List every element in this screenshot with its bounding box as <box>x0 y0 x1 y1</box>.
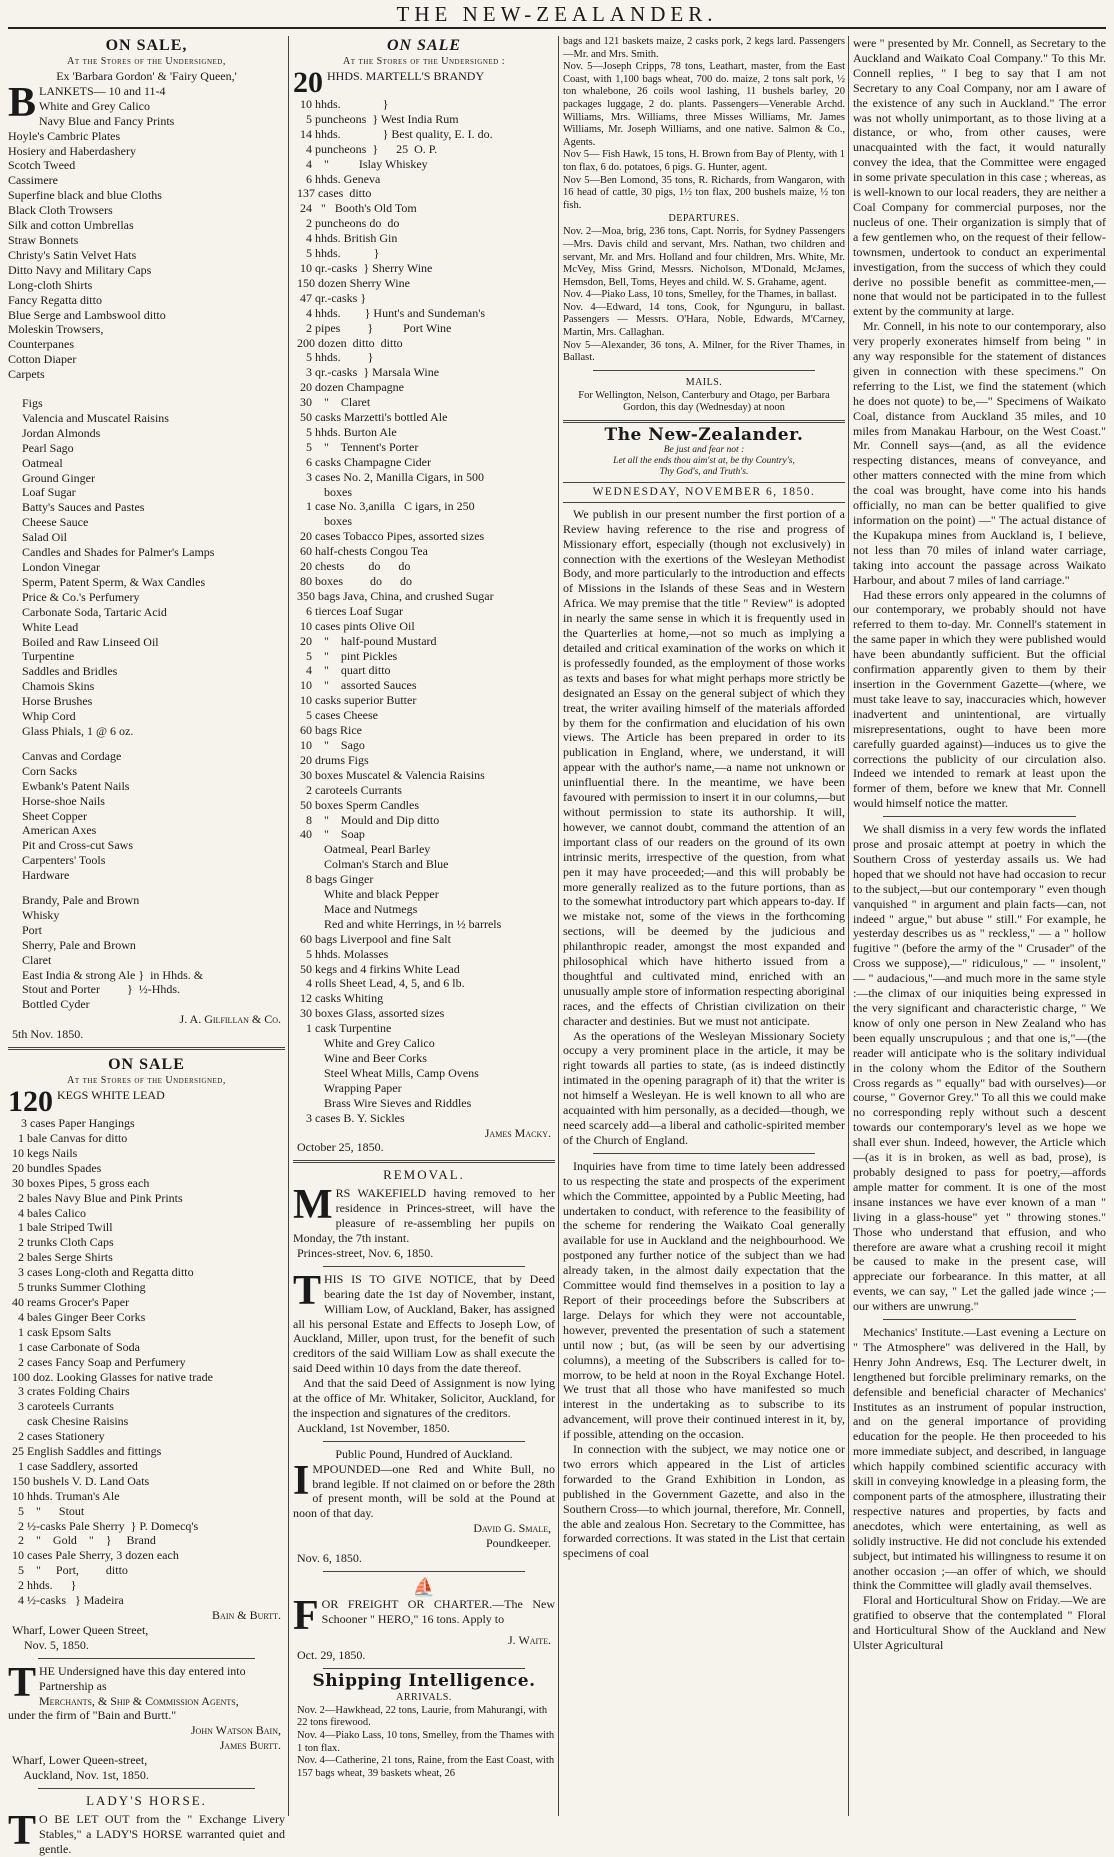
ad-subheading: At the Stores of the Undersigned : <box>343 56 505 67</box>
notice-signature: David G. Smale, <box>473 1521 551 1536</box>
notice-lead: Public Pound, Hundred of Auckland. <box>335 1446 513 1461</box>
notice-body: MPOUNDED—one Red and White Bull, no brand legible. If not claimed on or before the 28th of present month, will be sold at the Pound at noon of that day. <box>293 1461 555 1521</box>
editorial-paragraph: In connection with the subject, we may notice one or two errors which appeared in the List of articles forwarded to the Grand Exhibition in London, as published in the Government Gazette, and also in the Southern Cross—to which journal, therefore, Mr. Connell, the able and zealous Hon. Secretary to the Committee, has forwarded corrections. It was stated in the List that certain specimens of coal <box>563 1442 845 1561</box>
divider <box>38 1658 255 1659</box>
editorial-paragraph: We shall dismiss in a very few words the inflated prose and prosaic attempt at poetry in which the Southern Cross of yesterday assails us. We had hoped that we should not have had occasion to recur to the subject,—but our contemporary " even though vanquished " in argument and plain facts—can, not indeed " argue," but abuse " still." For example, he yesterday describes us as " reckless," — a " hollow fugitive " (before the army of the " Crusader" of the Cross we suppose),—" ridiculous," — " insolent," — " audacious,"—and much more in the same style :—the climax of our iniquities being expressed in the very significant and characteristic charge, " We know of only one person in New Zealand who has been equally unscrupulous ; and that one is,"—(the reader will anticipate who is the solitary individual in the colony whom the Editor of the Southern Cross regards as " equally" bad with ourselves)—or course, " Governor Grey." To all this we could make no corresponding reply without such a descent towards our contemporary's level as we hope we shall ever shun. Indeed, however, the Article which—(as it is in broken, as well as bad, prose), is probably designed to pass for poetry,—affords ample matter for comment. It is one of the most insane instances we have ever known of a man " living in a glass-house" yet " throwing stones." Those who understand that effusion, and who therefore are aware what a crushing recoil it might be caused to make in the present case, will appreciate our forbearance. In this matter, at all events, we can say, " Let the galled jade wince ;—our withers are unwrung." <box>853 822 1106 1314</box>
ad-lead: KEGS WHITE LEAD <box>57 1088 165 1103</box>
notice-date: Nov. 6, 1850. <box>297 1551 362 1566</box>
masthead-rule <box>8 27 1106 29</box>
paper-title: The New-Zealander. <box>604 425 804 446</box>
divider <box>323 1571 525 1572</box>
ad-address: Wharf, Lower Queen Street, Nov. 5, 1850. <box>12 1622 149 1652</box>
ad-body: O BE LET OUT from the " Exchange Livery Stables," a LADY'S HORSE warranted quiet and gentle. <box>39 1811 285 1856</box>
notice-date: Auckland, 1st November, 1850. <box>297 1420 450 1435</box>
section-subheading: MAILS. <box>685 376 723 388</box>
divider <box>8 1047 285 1050</box>
advertisement-freight <box>293 1577 555 1663</box>
ad-subheading: At the Stores of the Undersigned, <box>67 1075 226 1087</box>
editorial-paragraph: Inquiries have from time to time lately been addressed to us respecting the state and prospects of the experiment which the Committee, appointed by a Public Meeting, had undertaken to conduct, with reference to the feasibility of the scheme for rendering the Waikato Coal generally available for use in Auckland and the neighbourhood. We postponed any further notice of the subject than we had already taken, in the almost daily expectation that the Committee would find themselves in a position to lay a Report of their proceedings before the Subscribers at large. Delays for which they were not accountable, however, prevented the presentation of such a statement until now ; but, (as will be seen by our advertising columns), a meeting of the Subscribers is called for to-morrow, to be held at noon in the Royal Exchange Hotel. We trust that all those who have manifested so much interest in the undertaking as to subscribe to its advancement, will prove their continued interest in it, by, if possible, attending on the occasion. <box>563 1158 845 1442</box>
notice-assignment <box>293 1267 555 1436</box>
ad-line: Merchants, & Ship & Commission Agents, <box>39 1693 239 1708</box>
ad-body: HE Undersigned have this day entered into Partnership as <box>39 1663 246 1693</box>
column-divider <box>288 36 289 1816</box>
column-divider <box>558 36 559 1816</box>
column-1 <box>8 36 285 1856</box>
column-3 <box>563 36 845 1816</box>
ad-item-list: 3 cases Paper Hangings 1 bale Canvas for ditto 10 kegs Nails 20 bundles Spades 30 boxes Pipes, 5 gross each 2 bales Navy Blue and Pink Prints 4 bales Calico 1 bale Striped Twill 2 trunks Cloth Caps 2 bales Serge Shirts 3 cases Long-cloth and Regatta ditto 5 trunks Summer Clothing 40 reams Grocer's Paper 4 bales Ginger Beer Corks 1 cask Epsom Salts 1 case Carbonate of Soda 2 cases Fancy Soap and Perfumery 100 doz. Looking Glasses for native trade 3 crates Folding Chairs 3 caroteels Currants cask Chesine Raisins 2 cases Stationery 25 English Saddles and fittings 1 case Saddlery, assorted 150 bushels V. D. Land Oats 10 hhds. Truman's Ale 5 " Stout 2 ½-casks Pale Sherry } P. Domecq's 2 " Gold " } Brand 10 cases Pale Sherry, 3 dozen each 5 " Port, ditto 2 hhds. } 4 ½-casks } Madeira <box>12 1116 213 1608</box>
ad-item-list: 10 hhds. } 5 puncheons } West India Rum 14 hhds. } Best quality, E. I. do. 4 puncheons } 25 O. P. 4 " Islay Whiskey 6 hhds. Geneva 137 cases ditto 24 " Booth's Old Tom 2 puncheons do do 4 hhds. British Gin 5 hhds. } 10 qr.-casks } Sherry Wine 150 dozen Sherry Wine 47 qr.-casks } 4 hhds. } Hunt's and Sundeman's 2 pipes } Port Wine 200 dozen ditto ditto 5 hhds. } 3 qr.-casks } Marsala Wine 20 dozen Champagne 30 " Claret 50 casks Marzetti's bottled Ale 5 hhds. Burton Ale 5 " Tennent's Porter 6 casks Champagne Cider 3 cases No. 2, Manilla Cigars, in 500 boxes 1 case No. 3,anilla C igars, in 250 boxes 20 cases Tobacco Pipes, assorted sizes 60 half-chests Congou Tea 20 chests do do 80 boxes do do 350 bags Java, China, and crushed Sugar 6 tierces Loaf Sugar 10 cases pints Olive Oil 20 " half-pound Mustard 5 " pint Pickles 4 " quart ditto 10 " assorted Sauces 10 casks superior Butter 5 cases Cheese 60 bags Rice 10 " Sago 20 drums Figs 30 boxes Muscatel & Valencia Raisins 2 caroteels Currants 50 boxes Sperm Candles 8 " Mould and Dip ditto 40 " Soap Oatmeal, Pearl Barley Colman's Starch and Blue 8 bags Ginger White and black Pepper Mace and Nutmegs Red and white Herrings, in ½ barrels 60 bags Liverpool and fine Salt 5 hhds. Molasses 50 kegs and 4 firkins White Lead 4 rolls Sheet Lead, 4, 5, and 6 lb. 12 casks Whiting 30 boxes Glass, assorted sizes 1 cask Turpentine White and Grey Calico Wine and Beer Corks Steel Wheat Mills, Camp Ovens Wrapping Paper Brass Wire Sieves and Riddles 3 cases B. Y. Sickles <box>297 97 502 1125</box>
ship-icon: ⛵ <box>412 1577 436 1597</box>
editorial-paragraph: We publish in our present number the first portion of a Review having reference to the rise and progress of Missionary effort, especially (though not exclusively) in connection with the exertions of the Wesleyan Methodist Body, and more particularly to the introduction and effects of Missions in the Islands of these Seas and in Western Africa. We may premise that the title " Review" is adopted in nearly the same sense in which it is frequently used in the Quarterlies at home,—not so much as implying a detailed and critical examination of the works on which it is professedly founded, as the employment of those works as texts and bases for what might perhaps more strictly be designated an Essay on the general subject of which they treat, the writer availing himself of the materials afforded by them for the confirmation and elucidation of his own views. The Article has been prepared in order to its publication in England, where, we understand, it will appear with the author's name,—a name not unknown or uninfluential there. In the meantime, we have been favoured with permission to insert it in our columns,—but without permission to state its authorship. It will, however, we cannot doubt, command the attention of an important class of our readers on the ground of its own intrinsic merits, irrespective of the question, from what pen it may have proceeded;—and this will probably be more generally realized as to the future portions, than as to the somewhat introductory part which appears to-day. If we mistake not, some of the views in the forthcoming sections, will be deemed by the judicious and philanthropic reader, amongst the most expanded and philosophical which have hitherto issued from a thoughtful and cultivated mind, enriched with an unusually ample store of information respecting aboriginal races, and the effects of Christian civilization on their character and destinies. But we must not anticipate. <box>563 506 845 1028</box>
divider <box>593 1153 815 1154</box>
advertisement-removal <box>293 1168 555 1260</box>
drop-cap: T <box>8 1659 37 1706</box>
ad-lead: HHDS. MARTELL'S BRANDY <box>327 69 485 83</box>
divider <box>323 1441 525 1442</box>
shipping-intelligence <box>293 1670 555 1780</box>
drop-cap: T <box>293 1267 322 1314</box>
ad-big-number: 120 <box>8 1085 53 1119</box>
advertisement-partnership <box>8 1659 285 1783</box>
notice-body: And that the said Deed of Assignment is now lying at the office of Mr. Whitaker, Solicitor, Auckland, for the inspection and signatures of the creditors. <box>293 1376 555 1420</box>
advertisement-on-sale-bain-burtt <box>8 1055 285 1653</box>
divider <box>883 816 1076 817</box>
column-2 <box>293 36 555 1816</box>
drop-cap: I <box>293 1457 310 1504</box>
ad-date: Princes-street, Nov. 6, 1850. <box>297 1245 434 1260</box>
editorial-paragraph: were " presented by Mr. Connell, as Secretary to the Auckland and Waikato Coal Company." To this Mr. Connell replies, " I beg to say that I am not Secretary to any Coal Company, nor am I aware of the existence of any such in Auckland." The error was not wholly unimportant, as to those living at a distance, or who, from other causes, were unacquainted with the fact, it would naturally convey the idea, that the Committee were engaged in some private speculation in this case ; whereas, as is well-known to our local readers, they are neither a Coal Company for commercial purposes, nor the nucleus of one. Their organization is simply that of a few gentlemen who, on the request of their fellow-townsmen, undertook to conduct an experimental investigation, from the success of which they could derive no possible benefit as committee-men,—none that would not be participated in to the fullest extent by the community at large. <box>853 36 1106 319</box>
editorial-paragraph: Mr. Connell, in his note to our contemporary, also very properly exonerates himself from being " in any way responsible for the statement of distances given in connection with these specimens." On referring to the List, we find the statement (which he does not quote) to be,—" Specimens of Waikato Coal, distance from Auckland 35 miles, and 10 miles from Manakau Harbour, on the West Coast." Mr. Connell says—(and, as all the evidence respecting distances, means of conveyance, and other matters connected with the mine from which the coal was brought, have come into his hands officially, no man can be better qualified to give information on the point) —" The actual distance of the Kupakupa mines from Auckland is, I believe, not less than 70 miles of inland water carriage, taking into account the passage across Waikato Harbour, and about 7 miles of land carriage." <box>853 319 1106 587</box>
advertisement-ladys-horse <box>8 1794 285 1857</box>
ad-signature: James Macky. <box>484 1125 551 1140</box>
ad-heading: ON SALE <box>386 37 462 54</box>
drop-cap: F <box>293 1593 319 1639</box>
advertisement-on-sale-macky <box>293 36 555 1155</box>
ad-date: October 25, 1850. <box>297 1140 384 1155</box>
shipping-arrivals-continued: bags and 121 baskets maize, 2 casks pork, 2 kegs lard. Passengers—Mr. and Mrs. Smith. Nov. 5—Joseph Cripps, 78 tons, Leathart, master, from the East Coast, with 1,100 bags wheat, 700 do. maize, 2 tons salt pork, ½ ton whalebone, 26 coils wool lashing, 11 bushels barley, 20 packages luggage, 2 do. plants. Passengers—Venerable Archd. Williams, Mrs. Williams, three Misses Williams, Mr. James Williams, Mr. Joseph Williams, and one native. Salmon & Co., Agents. Nov 5— Fish Hawk, 15 tons, H. Brown from Bay of Plenty, with 1 ton flax, 6 do. potatoes, 6 pigs. G. Hunter, agent. Nov 5—Ben Lomond, 35 tons, R. Richards, from Wangaron, with 16 head of cattle, 30 pigs, 1½ ton flax, 200 bushels maize, ½ ton fish. <box>563 36 845 211</box>
editorial-paragraph: Floral and Horticultural Show on Friday.—We are gratified to observe that the contemplated " Floral and Horticultural Show of the Auckland and New Ulster Agricultural <box>853 1593 1106 1653</box>
ad-heading: ON SALE <box>108 1056 185 1074</box>
ad-subheading: At the Stores of the Undersigned, <box>67 56 226 67</box>
editorial-paragraph: Mechanics' Institute.—Last evening a Lecture on " The Atmosphere" was delivered in the Hall, by Henry John Andrews, Esq. The Lecturer dwelt, in lengthened but forcible preliminary remarks, on the defensible and beneficial character of Mechanics' Institutes as an instrument of popular instruction, and on the general importance of providing education for the people. He then proceeded to his more immediate subject, and described, in language which happily combined scientific accuracy with skill in conveying knowledge in a pleasing form, the component parts of the atmosphere, illustrating their respective natures and properties, by facts and anecdotes, which were entertaining, as well as solidly instructive. He did not conclude his extended subject, but intimated his willingness to resume it on another occasion ;—an offer of which, we should think the Committee will gladly avail themselves. <box>853 1325 1106 1593</box>
ad-signature: Bain & Burtt. <box>212 1608 281 1622</box>
drop-cap: B <box>8 79 37 126</box>
ad-date: Oct. 29, 1850. <box>297 1647 366 1662</box>
editorial-paragraph: Had these errors only appeared in the columns of our contemporary, we probably should not have referred to them to-day. Mr. Connell's statement in the same paper in which they were published would have been abundantly sufficient. But the official confirmation apparently given to them by their insertion in the Government Gazette—(where, we must take leave to say, inaccuracies which, however inadvertent and unintentional, are virtually misrepresentations, ought to have been more carefully guarded against)—induces us to give the corrections the publicity of our circulation also. Indeed we intended to remark at least upon the former of them, before we knew that Mr. Connell would himself notice the matter. <box>853 587 1106 811</box>
newspaper-title: THE NEW-ZEALANDER. <box>396 2 718 26</box>
divider <box>293 1160 555 1163</box>
ad-heading: LADY'S HORSE. <box>86 1792 207 1808</box>
ad-address: Wharf, Lower Queen-street, Auckland, Nov. 1st, 1850. <box>12 1753 149 1783</box>
shipping-departures: Nov. 2—Moa, brig, 236 tons, Capt. Norris, for Sydney Passengers—Mrs. Davis child and servant, Mrs. Nathan, two children and servant, Mr. and Mrs. Holland and four children, Mrs. White, Mr. McVey, Miss Grind, Messrs. Nicholson, M'Donald, McJames, Hemsdon, Bell, Toms, Heyes and child. W. S. Grahame, agent. Nov. 4—Piako Lass, 10 tons, Smelley, for the Thames, in ballast. Nov. 4—Edward, 14 tons, Cook, for Ngunguru, in ballast. Passengers — Messrs. O'Hara, Noble, Edwards, M'Carney, Martin, Mrs. Callaghan. Nov 5—Alexander, 36 tons, A. Milner, for the River Thames, in Ballast. <box>563 226 845 364</box>
drop-cap: T <box>8 1807 37 1854</box>
divider <box>323 1266 525 1267</box>
advertisement-on-sale-gilfillan <box>8 36 285 1042</box>
dateline: WEDNESDAY, NOVEMBER 6, 1850. <box>563 482 845 503</box>
column-divider <box>848 36 849 1816</box>
ad-line: under the firm of "Bain and Burtt." <box>8 1708 177 1723</box>
shipping-arrivals: Nov. 2—Hawkhead, 22 tons, Laurie, from Mahurangi, with 22 tons firewood. Nov. 4—Piako Lass, 10 tons, Smelley, from the Thames with 1 ton flax. Nov. 4—Catherine, 21 tons, Raine, from the East Coast, with 157 bags wheat, 39 baskets wheat, 26 <box>297 1704 555 1779</box>
notice-impounded <box>293 1447 555 1566</box>
divider <box>563 420 845 423</box>
ad-item-list: Canvas and Cordage Corn Sacks Ewbank's Patent Nails Horse-shoe Nails Sheet Copper American Axes Pit and Cross-cut Saws Carpenters' Tools Hardware <box>22 748 133 883</box>
ad-heading: REMOVAL. <box>383 1167 465 1183</box>
ad-heading: ON SALE, <box>105 37 188 54</box>
divider <box>323 1668 525 1669</box>
editorial-paragraph: As the operations of the Wesleyan Missionary Society occupy a very prominent place in the article, it may be right towards all parties to state, (as is indeed distinctly intimated in the opening paragraph of it) that the writer is not himself a Wesleyan. He is well known to all who are acquainted with him personally, as a decided—though, we need scarcely add—a liberal and catholic-spirited member of the Church of England. <box>563 1028 845 1147</box>
ad-signature: J. A. Gilfillan & Co. <box>179 1012 281 1027</box>
ad-lead: LANKETS— 10 and 11-4 <box>39 83 166 98</box>
ad-ex-line: Ex 'Barbara Gordon' & 'Fairy Queen,' <box>56 69 237 83</box>
mails-text: For Wellington, Nelson, Canterbury and Otago, per Barbara Gordon, this day (Wednesday) at noon <box>578 389 830 414</box>
section-subheading: DEPARTURES. <box>668 213 740 225</box>
ad-item-list: Brandy, Pale and Brown Whisky Port Sherry, Pale and Brown Claret East India & strong Ale } in Hhds. & Stout and Porter } ½-Hhds. Bottled Cyder <box>22 893 204 1012</box>
ad-body: RS WAKEFIELD having removed to her residence in Princes-street, will have the pleasure of re-assembling her pupils on Monday, the 7th instant. <box>293 1186 555 1245</box>
divider <box>38 1788 255 1789</box>
divider <box>883 1319 1076 1320</box>
masthead <box>0 0 1114 30</box>
ad-item-list: Figs Valencia and Muscatel Raisins Jordan Almonds Pearl Sago Oatmeal Ground Ginger Loaf Sugar Batty's Sauces and Pastes Cheese Sauce Salad Oil Candles and Shades for Palmer's Lamps London Vinegar Sperm, Patent Sperm, & Wax Candles Price & Co.'s Perfumery Carbonate Soda, Tartaric Acid White Lead Boiled and Raw Linseed Oil Turpentine Saddles and Bridles Chamois Skins Horse Brushes Whip Cord Glass Phials, 1 @ 6 oz. <box>22 396 215 738</box>
ad-item-list: White and Grey Calico Navy Blue and Fancy Prints Hoyle's Cambric Plates Hosiery and Haberdashery Scotch Tweed Cassimere Superfine black and blue Cloths Black Cloth Trowsers Silk and cotton Umbrellas Straw Bonnets Christy's Satin Velvet Hats Ditto Navy and Military Caps Long-cloth Shirts Fancy Regatta ditto Blue Serge and Lambswool ditto Moleskin Trowsers, Counterpanes Cotton Diaper Carpets <box>8 98 175 382</box>
section-subheading: ARRIVALS. <box>396 1691 452 1703</box>
ad-signature: James Burtt. <box>219 1738 281 1753</box>
divider <box>593 370 815 371</box>
ad-big-number: 20 <box>293 66 323 99</box>
ad-signature: J. Waite. <box>508 1633 551 1647</box>
paper-motto: Be just and fear not : Let all the ends thou aim'st at, be thy Country's, Thy God's, and Truth's. <box>613 444 795 477</box>
ad-signature: John Watson Bain, <box>190 1723 281 1738</box>
notice-signature: Poundkeeper. <box>486 1536 551 1551</box>
notice-body: HIS IS TO GIVE NOTICE, that by Deed bearing date the 1st day of November, instant, William Low, of Auckland, Baker, has assigned all his personal Estate and Effects to Joseph Low, of Auckland, Miller, upon trust, for the benefit of such creditors of the said William Low as shall execute the said Deed within 10 days from the date thereof. <box>293 1271 555 1376</box>
column-4 <box>853 36 1106 1816</box>
drop-cap: M <box>293 1182 333 1229</box>
ad-date: 5th Nov. 1850. <box>12 1027 84 1042</box>
section-heading: Shipping Intelligence. <box>312 1670 536 1691</box>
ad-body: OR FREIGHT OR CHARTER.—The New Schooner " HERO," 16 tons. Apply to <box>321 1597 555 1626</box>
